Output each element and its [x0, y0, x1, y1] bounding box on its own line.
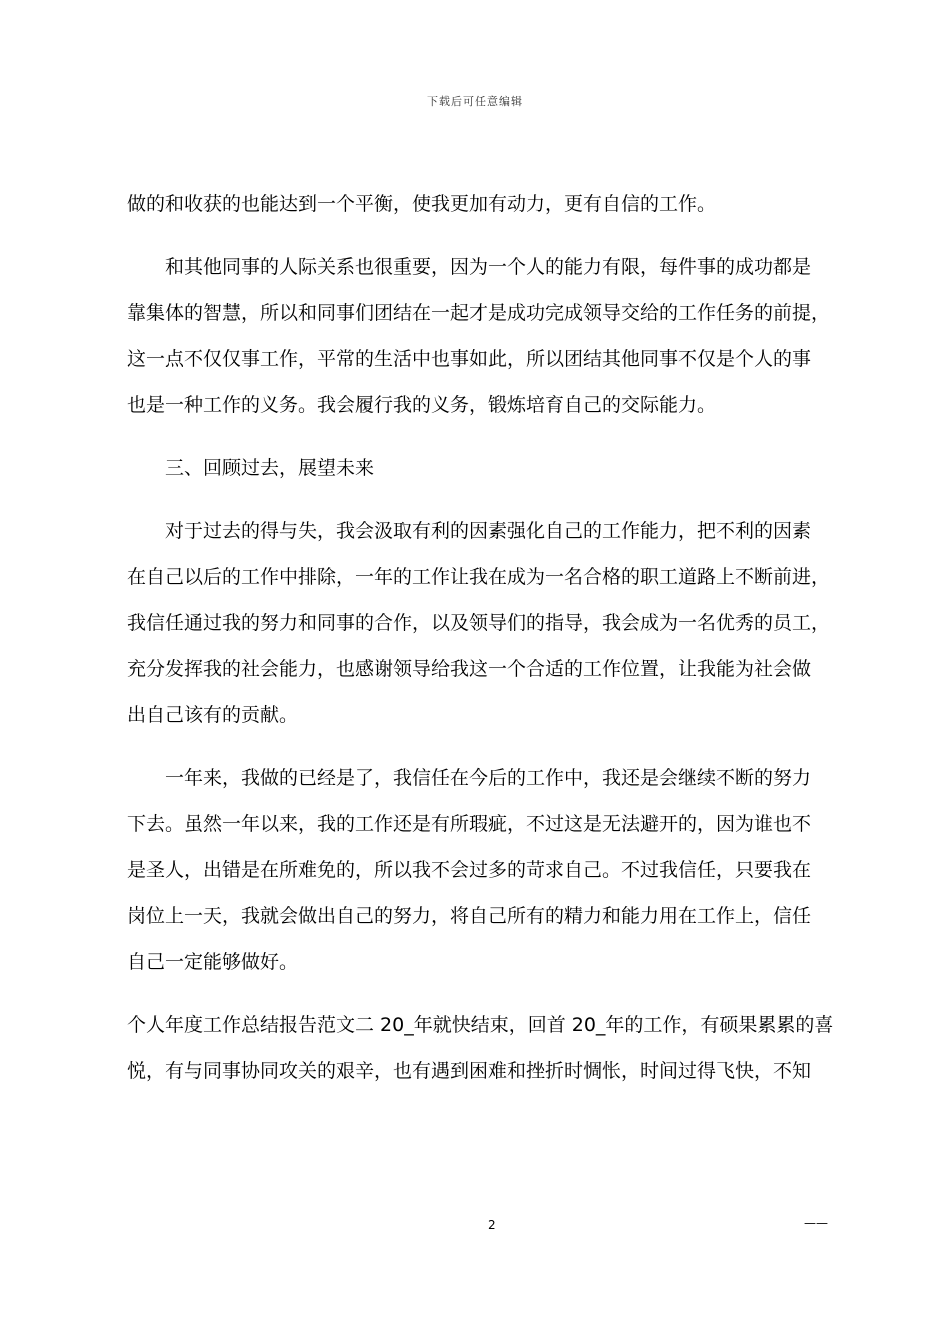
paragraph-gap: [127, 491, 827, 508]
text-line: 这一点不仅仅事工作，平常的生活中也事如此，所以团结其他同事不仅是个人的事: [127, 348, 812, 370]
text-line: 靠集体的智慧，所以和同事们团结在一起才是成功完成领导交给的工作任务的前提，: [127, 302, 831, 324]
text-line: 个人年度工作总结报告范文二 20_年就快结束，回首 20_年的工作，有硕果累累的喜: [127, 1014, 834, 1036]
text-line: 我信任通过我的努力和同事的合作，以及领导们的指导，我会成为一名优秀的员工，: [127, 612, 831, 634]
text-line: 充分发挥我的社会能力，也感谢领导给我这一个合适的工作位置，让我能为社会做: [127, 658, 812, 680]
text-line: 一年来，我做的已经是了，我信任在今后的工作中，我还是会继续不断的努力: [165, 767, 812, 789]
text-line: 出自己该有的贡献。: [127, 704, 299, 726]
text-line: 三、回顾过去，展望未来: [165, 457, 375, 479]
page-header: 下载后可任意编辑: [427, 95, 523, 108]
text-line: 也是一种工作的义务。我会履行我的义务，锻炼培育自己的交际能力。: [127, 394, 717, 416]
page-number: 2: [488, 1218, 496, 1232]
paragraph-gap: [127, 428, 827, 445]
document-body: [127, 181, 834, 1094]
text-line: 悦，有与同事协同攻关的艰辛，也有遇到困难和挫折时惆怅，时间过得飞快，不知: [127, 1060, 812, 1082]
paragraph-gap: [127, 985, 827, 1002]
paragraph-gap: [127, 738, 827, 755]
footer-dash: ——: [804, 1216, 828, 1230]
text-line: 下去。虽然一年以来，我的工作还是有所瑕疵，不过这是无法避开的，因为谁也不: [127, 813, 812, 835]
text-line: 岗位上一天，我就会做出自己的努力，将自己所有的精力和能力用在工作上，信任: [127, 905, 812, 927]
text-line: 在自己以后的工作中排除，一年的工作让我在成为一名合格的职工道路上不断前进，: [127, 566, 831, 588]
text-line: 是圣人，出错是在所难免的，所以我不会过多的苛求自己。不过我信任，只要我在: [127, 859, 812, 881]
text-line: 做的和收获的也能达到一个平衡，使我更加有动力，更有自信的工作。: [127, 193, 717, 215]
text-line: 自己一定能够做好。: [127, 951, 299, 973]
paragraph-gap: [127, 227, 827, 244]
text-line: 和其他同事的人际关系也很重要，因为一个人的能力有限，每件事的成功都是: [165, 256, 812, 278]
text-line: 对于过去的得与失，我会汲取有利的因素强化自己的工作能力，把不利的因素: [165, 520, 812, 542]
